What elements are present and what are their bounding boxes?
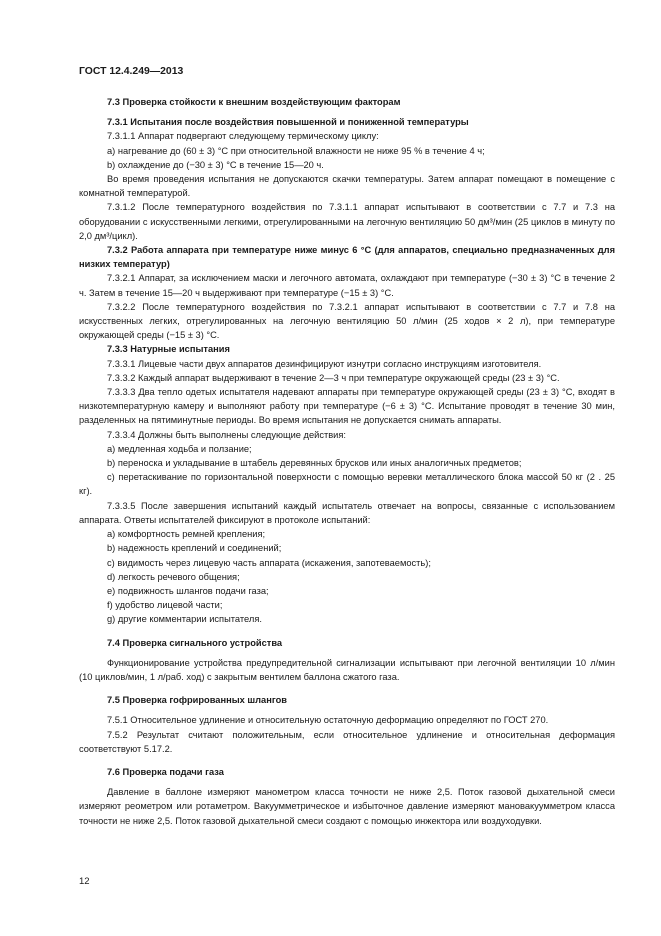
list-item: b) охлаждение до (−30 ± 3) °С в течение 15—20 ч. xyxy=(107,159,324,170)
paragraph-7-3-1-1: 7.3.1.1 Аппарат подвергают следующему термическому циклу: xyxy=(107,131,379,142)
section-heading-7-5: 7.5 Проверка гофрированных шлангов xyxy=(107,695,287,706)
list-item: d) легкость речевого общения; xyxy=(107,571,240,582)
paragraph-7-3-3-3: 7.3.3.3 Два тепло одетых испытателя надевают аппараты при температуре окружающей среды (23 ± 3) °С, входят в низкотемпературную камеру и выполняют работу при температуре (−6 ± 3) °С. Испытание проводят в течение 30 мин, разделенных на пятиминутные периоды. Во время испытания не допускается снимать аппараты. xyxy=(79,387,615,426)
paragraph-7-5-2: 7.5.2 Результат считают положительным, если относительное удлинение и относительная деформация соответствуют 5.17.2. xyxy=(79,729,615,754)
list-item: c) перетаскивание по горизонтальной поверхности с помощью веревки металлического блока массой 50 кг (2 . 25 кг). xyxy=(79,472,615,497)
list-item: b) переноска и укладывание в штабель деревянных брусков или иных аналогичных предметов; xyxy=(107,458,522,469)
list-item: a) комфортность ремней крепления; xyxy=(107,529,266,540)
list-item: b) надежность креплений и соединений; xyxy=(107,543,282,554)
section-heading-7-3-2: 7.3.2 Работа аппарата при температуре ниже минус 6 °С (для аппаратов, специально предназначенных для низких температур) xyxy=(79,245,615,270)
list-item: a) медленная ходьба и ползание; xyxy=(107,443,252,454)
paragraph-7-3-2-2: 7.3.2.2 После температурного воздействия по 7.3.2.1 аппарат испытывают в соответствии с 7.7 и 7.8 на искусственных легких, отрегулированных на легочную вентиляцию 50 л/мин (25 ходов × 2 л), при температуре окружающей среды (−15 ± 3) °С. xyxy=(79,301,615,341)
paragraph: Во время проведения испытания не допускаются скачки температуры. Затем аппарат помещают в помещение с комнатной температурой. xyxy=(79,174,615,199)
section-heading-7-3-1: 7.3.1 Испытания после воздействия повышенной и пониженной температуры xyxy=(107,117,469,128)
document-body xyxy=(79,95,615,828)
section-heading-7-3-3: 7.3.3 Натурные испытания xyxy=(107,344,230,355)
paragraph-7-5-1: 7.5.1 Относительное удлинение и относительную остаточную деформацию определяют по ГОСТ 270. xyxy=(107,715,549,726)
section-heading-7-3: 7.3 Проверка стойкости к внешним воздействующим факторам xyxy=(107,97,401,107)
section-heading-7-4: 7.4 Проверка сигнального устройства xyxy=(107,637,283,648)
paragraph-7-3-3-4: 7.3.3.4 Должны быть выполнены следующие действия: xyxy=(107,429,346,440)
document-header: ГОСТ 12.4.249—2013 xyxy=(79,66,184,77)
list-item: a) нагревание до (60 ± 3) °С при относительной влажности не ниже 95 % в течение 4 ч; xyxy=(107,145,485,156)
page-number: 12 xyxy=(79,876,90,887)
list-item: c) видимость через лицевую часть аппарата (искажения, запотеваемость); xyxy=(107,557,431,568)
paragraph-7-4: Функционирование устройства предупредительной сигнализации испытывают при легочной вентиляции 10 л/мин (10 циклов/мин, 1 л/раб. ход) с закрытым вентилем баллона сжатого газа. xyxy=(79,657,615,682)
list-item: g) другие комментарии испытателя. xyxy=(107,614,262,625)
paragraph-7-3-3-2: 7.3.3.2 Каждый аппарат выдерживают в течение 2—3 ч при температуре окружающей среды (23 ± 3) °С. xyxy=(107,372,560,383)
list-item: f) удобство лицевой части; xyxy=(107,600,223,611)
paragraph-7-3-3-5: 7.3.3.5 После завершения испытаний каждый испытатель отвечает на вопросы, связанные с использованием аппарата. Ответы испытателей фиксируют в протоколе испытаний: xyxy=(79,500,615,525)
paragraph-7-3-2-1: 7.3.2.1 Аппарат, за исключением маски и легочного автомата, охлаждают при температуре (−30 ± 3) °С в течение 2 ч. Затем в течение 15—20 ч выдерживают при температуре (−15 ± 3) °С. xyxy=(79,273,615,298)
paragraph-7-3-1-2: 7.3.1.2 После температурного воздействия по 7.3.1.1 аппарат испытывают в соответствии с 7.7 и 7.3 на оборудовании с искусственными легкими, отрегулированными на легочную вентиляцию 50 дм³/мин (25 циклов в минуту по 2,0 дм³/цикл). xyxy=(79,202,615,241)
section-heading-7-6: 7.6 Проверка подачи газа xyxy=(107,766,224,777)
paragraph-7-6: Давление в баллоне измеряют манометром класса точности не ниже 2,5. Поток газовой дыхательной смеси измеряют реометром или ротаметром. Вакуумметрическое и избыточное давление измеряют мановакуумметром класса точности не ниже 2,5. Поток газовой дыхательной смеси создают с помощью инжектора или воздуходувки. xyxy=(79,787,615,826)
paragraph-7-3-3-1: 7.3.3.1 Лицевые части двух аппаратов дезинфицируют изнутри согласно инструкциям изготовителя. xyxy=(107,358,542,369)
list-item: e) подвижность шлангов подачи газа; xyxy=(107,585,269,596)
